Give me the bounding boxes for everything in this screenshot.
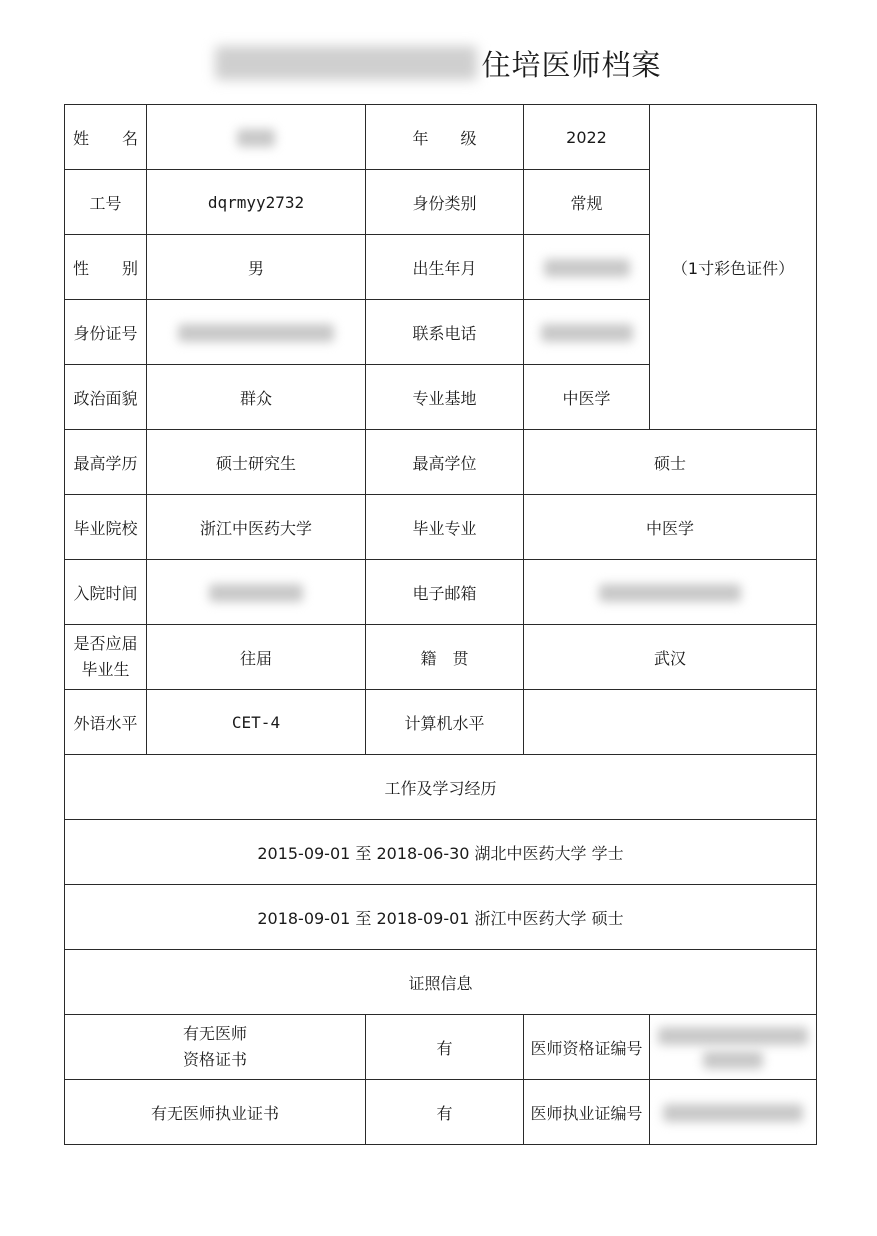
label-political: 政治面貌 xyxy=(65,365,147,430)
row-experience-1 xyxy=(65,820,817,885)
label-education: 最高学历 xyxy=(65,430,147,495)
row-education xyxy=(65,430,817,495)
row-skills xyxy=(65,690,817,755)
value-has-qualification: 有 xyxy=(366,1015,524,1080)
label-identity-type: 身份类别 xyxy=(366,170,524,235)
value-base: 中医学 xyxy=(524,365,650,430)
value-native: 武汉 xyxy=(524,625,817,690)
value-has-practice: 有 xyxy=(366,1080,524,1145)
cert-section-header: 证照信息 xyxy=(65,950,817,1015)
row-qualification xyxy=(65,1015,817,1080)
label-school: 毕业院校 xyxy=(65,495,147,560)
value-computer xyxy=(524,690,817,755)
redacted-hospital-name xyxy=(215,46,477,80)
experience-section-header: 工作及学习经历 xyxy=(65,755,817,820)
resident-profile-table xyxy=(64,104,817,1145)
value-id-number xyxy=(147,300,366,365)
label-id-number: 身份证号 xyxy=(65,300,147,365)
label-grade: 年 级 xyxy=(366,105,524,170)
row-name xyxy=(65,105,817,170)
label-foreign-lang: 外语水平 xyxy=(65,690,147,755)
value-identity-type: 常规 xyxy=(524,170,650,235)
value-degree: 硕士 xyxy=(524,430,817,495)
value-foreign-lang: CET-4 xyxy=(147,690,366,755)
row-practice xyxy=(65,1080,817,1145)
value-gender: 男 xyxy=(147,235,366,300)
label-degree: 最高学位 xyxy=(366,430,524,495)
label-has-qualification: 有无医师 资格证书 xyxy=(65,1015,366,1080)
title-text: 住培医师档案 xyxy=(481,47,662,82)
document-title xyxy=(0,40,877,86)
label-computer: 计算机水平 xyxy=(366,690,524,755)
label-work-id: 工号 xyxy=(65,170,147,235)
value-education: 硕士研究生 xyxy=(147,430,366,495)
row-cert-header xyxy=(65,950,817,1015)
label-base: 专业基地 xyxy=(366,365,524,430)
row-school xyxy=(65,495,817,560)
value-birth xyxy=(524,235,650,300)
value-practice-no xyxy=(650,1080,817,1145)
value-qualification-no xyxy=(650,1015,817,1080)
value-phone xyxy=(524,300,650,365)
label-email: 电子邮箱 xyxy=(366,560,524,625)
experience-entry: 2018-09-01 至 2018-09-01 浙江中医药大学 硕士 xyxy=(65,885,817,950)
value-work-id: dqrmyy2732 xyxy=(147,170,366,235)
row-experience-2 xyxy=(65,885,817,950)
value-fresh-grad: 往届 xyxy=(147,625,366,690)
label-entry-time: 入院时间 xyxy=(65,560,147,625)
label-native: 籍 贯 xyxy=(366,625,524,690)
label-qualification-no: 医师资格证编号 xyxy=(524,1015,650,1080)
label-fresh-grad: 是否应届 毕业生 xyxy=(65,625,147,690)
experience-entry: 2015-09-01 至 2018-06-30 湖北中医药大学 学士 xyxy=(65,820,817,885)
value-school: 浙江中医药大学 xyxy=(147,495,366,560)
label-gender: 性 别 xyxy=(65,235,147,300)
label-name: 姓 名 xyxy=(65,105,147,170)
value-name xyxy=(147,105,366,170)
row-entry xyxy=(65,560,817,625)
label-has-practice: 有无医师执业证书 xyxy=(65,1080,366,1145)
photo-placeholder: （1寸彩色证件） xyxy=(650,105,817,430)
label-major: 毕业专业 xyxy=(366,495,524,560)
label-phone: 联系电话 xyxy=(366,300,524,365)
label-birth: 出生年月 xyxy=(366,235,524,300)
value-entry-time xyxy=(147,560,366,625)
value-grade: 2022 xyxy=(524,105,650,170)
label-practice-no: 医师执业证编号 xyxy=(524,1080,650,1145)
row-fresh-grad xyxy=(65,625,817,690)
row-experience-header xyxy=(65,755,817,820)
value-political: 群众 xyxy=(147,365,366,430)
value-email xyxy=(524,560,817,625)
value-major: 中医学 xyxy=(524,495,817,560)
